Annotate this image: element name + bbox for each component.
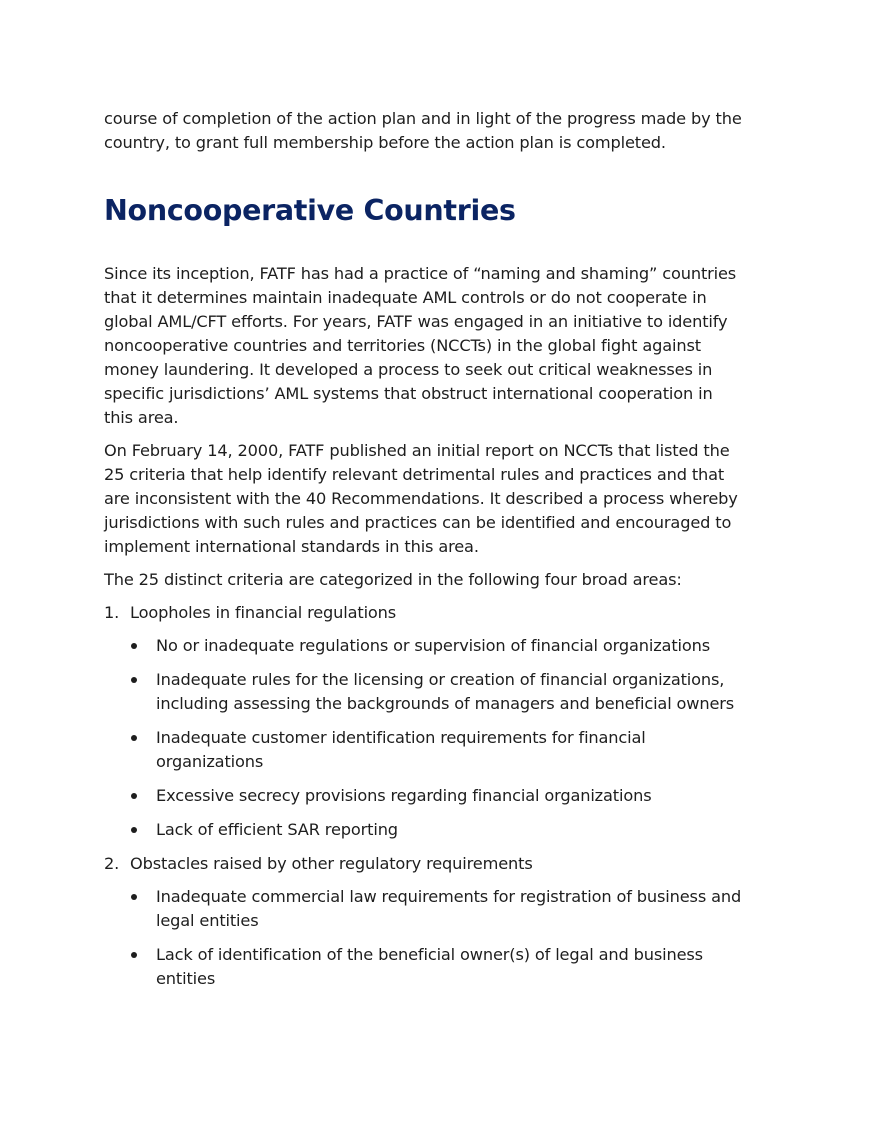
bullet-icon [131, 894, 137, 900]
intro-paragraph: course of completion of the action plan and in light of the progress made by the country, to grant full membership before the action plan is completed. [104, 109, 742, 152]
bullet-text: Lack of identification of the beneficial owner(s) of legal and business entities [156, 945, 703, 988]
bullet-icon [131, 827, 137, 833]
list-item [130, 668, 744, 716]
list-item-label: Loopholes in financial regulations [130, 603, 397, 622]
list-item [104, 852, 744, 991]
bullet-text: Inadequate commercial law requirements for registration of business and legal entities [156, 887, 742, 930]
paragraph-criteria-intro: The 25 distinct criteria are categorized in the following four broad areas: [104, 570, 682, 589]
list-item [130, 726, 744, 774]
bullet-icon [131, 643, 137, 649]
bullet-text: No or inadequate regulations or supervision of financial organizations [156, 636, 711, 655]
list-item-label: Obstacles raised by other regulatory requirements [130, 854, 533, 873]
bullet-text: Inadequate customer identification requirements for financial organizations [156, 728, 646, 771]
bullet-text: Excessive secrecy provisions regarding financial organizations [156, 786, 652, 805]
bullet-icon [131, 735, 137, 741]
list-item [104, 601, 744, 842]
bullet-text: Lack of efficient SAR reporting [156, 820, 398, 839]
bullet-list [130, 634, 744, 842]
paragraph-ncct-report: On February 14, 2000, FATF published an initial report on NCCTs that listed the 25 criteria that help identify relevant detrimental rules and practices and that are inconsistent with the 40 Recommendations. It described a process whereby jurisdictions with such rules and practices can be identified and encouraged to implement international standards in this area. [104, 441, 738, 556]
bullet-icon [131, 793, 137, 799]
list-item [130, 784, 744, 808]
document-page [104, 107, 744, 1001]
list-number: 1. [104, 603, 120, 622]
bullet-icon [131, 677, 137, 683]
list-item [130, 885, 744, 933]
criteria-areas-list [104, 601, 744, 991]
bullet-text: Inadequate rules for the licensing or creation of financial organizations, including assessing the backgrounds of managers and beneficial owners [156, 670, 735, 713]
section-heading: Noncooperative Countries [104, 194, 516, 227]
paragraph-naming-and-shaming: Since its inception, FATF has had a practice of “naming and shaming” countries that it determines maintain inadequate AML controls or do not cooperate in global AML/CFT efforts. For years, FATF was engaged in an initiative to identify noncooperative countries and territories (NCCTs) in the global fight against money laundering. It developed a process to seek out critical weaknesses in specific jurisdictions’ AML systems that obstruct international cooperation in this area. [104, 264, 737, 427]
bullet-icon [131, 952, 137, 958]
list-item [130, 943, 744, 991]
list-item [130, 818, 744, 842]
list-item [130, 634, 744, 658]
list-number: 2. [104, 854, 120, 873]
bullet-list [130, 885, 744, 991]
